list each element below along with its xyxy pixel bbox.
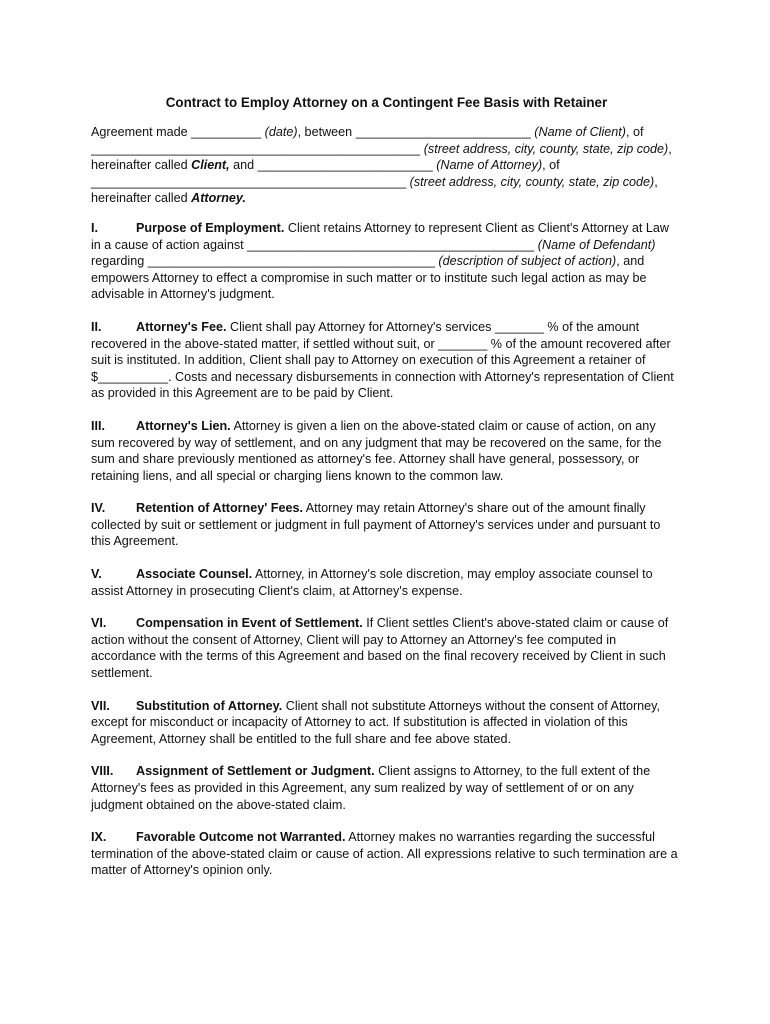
section-heading: Attorney's Lien.: [136, 418, 231, 433]
blank-field[interactable]: _______________________________________________: [91, 141, 421, 156]
blank-field[interactable]: _______: [438, 336, 488, 351]
section-number: V.: [91, 567, 102, 582]
text-run: Client,: [191, 158, 230, 173]
text-run: , hereinafter called: [91, 141, 672, 173]
section-heading: Compensation in Event of Settlement.: [136, 616, 363, 631]
section-number: IV.: [91, 501, 106, 516]
text-run: Client assigns to Attorney, to the full extent of the Attorney's fees as provided in this Agreement, any sum realized by way of settlement of or on any judgment obtained on the above-stated claim.: [91, 764, 651, 812]
text-run: Client shall not substitute Attorneys without the consent of Attorney, except for misconduct or incapacity of Attorney to act. If substitution is affected in violation of this Agreement, Attorney shall be entitled to the full share and fee above stated.: [91, 698, 661, 746]
section-paragraph: [91, 418, 682, 484]
section-paragraph: [91, 763, 682, 813]
text-run: Agreement made: [91, 125, 192, 139]
blank-field[interactable]: _______: [494, 319, 544, 334]
blank-field[interactable]: _____________________________________________: [91, 174, 407, 189]
section-paragraph: [91, 615, 682, 681]
document-title: Contract to Employ Attorney on a Contingent Fee Basis with Retainer: [165, 95, 608, 110]
section-number: VIII.: [91, 764, 114, 779]
text-run: , of: [542, 158, 560, 173]
section-number: VI.: [91, 616, 107, 631]
text-run: , and empowers Attorney to effect a compromise in such matter or to institute such legal action as may be advisable in Attorney's judgment.: [91, 254, 647, 302]
text-run: Client shall pay Attorney for Attorney's services: [226, 319, 495, 334]
section-number: II.: [91, 319, 102, 334]
section-paragraph: [91, 220, 682, 303]
section-heading: Favorable Outcome not Warranted.: [136, 830, 346, 845]
text-run: % of the amount recovered after suit is instituted. In addition, Client shall pay to Attorney on execution of this Agreement a retainer of $: [91, 336, 671, 384]
blank-field[interactable]: _________________________________________: [247, 237, 535, 252]
text-run: Attorney, in Attorney's sole discretion, may employ associate counsel to assist Attorney in prosecuting Client's claim, at Attorney's expense.: [91, 567, 653, 598]
section-heading: Assignment of Settlement or Judgment.: [136, 764, 375, 779]
section-number: IX.: [91, 830, 107, 845]
text-run: , between: [297, 125, 356, 139]
section-heading: Attorney's Fee.: [136, 319, 227, 334]
section-heading: Substitution of Attorney.: [136, 698, 283, 713]
text-run: (description of subject of action): [434, 254, 617, 269]
text-run: . Costs and necessary disbursements in connection with Attorney's representation of Client as provided in this Agreement are to be paid by Client.: [91, 369, 674, 401]
section-heading: Associate Counsel.: [136, 567, 253, 582]
text-run: , of: [625, 125, 644, 139]
blank-field[interactable]: __________: [191, 125, 262, 139]
text-run: (street address, city, county, state, zip code): [420, 141, 669, 156]
section-paragraph: [91, 500, 682, 550]
text-run: regarding: [91, 254, 148, 269]
text-run: Attorney.: [191, 191, 246, 206]
blank-field[interactable]: _________________________________________: [147, 254, 435, 269]
section-number: III.: [91, 418, 105, 433]
text-run: (Name of Client): [530, 125, 626, 139]
section-paragraph: [91, 698, 682, 748]
text-run: (Name of Defendant): [534, 237, 656, 252]
sections-container: [91, 220, 682, 879]
text-run: % of the amount recovered in the above-stated matter, if settled without suit, or: [91, 319, 640, 351]
section-paragraph: [91, 829, 682, 879]
section-heading: Retention of Attorney' Fees.: [136, 501, 303, 516]
intro-paragraph: [91, 124, 682, 207]
section-heading: Purpose of Employment.: [136, 220, 285, 235]
blank-field[interactable]: _________________________: [355, 125, 531, 139]
text-run: (street address, city, county, state, zip code): [406, 174, 655, 189]
section-number: I.: [91, 220, 98, 235]
text-run: , hereinafter called: [91, 174, 658, 206]
text-run: Attorney may retain Attorney's share out of the amount finally collected by suit or settlement or judgment in full payment of Attorney's services under and pursuant to this Agreement.: [91, 501, 661, 549]
text-run: and: [229, 158, 258, 173]
text-run: Client retains Attorney to represent Client as Client's Attorney at Law in a cause of action against: [91, 220, 669, 252]
text-run: (date): [261, 125, 298, 139]
blank-field[interactable]: __________: [98, 369, 169, 384]
text-run: Attorney is given a lien on the above-stated claim or cause of action, on any sum recovered by way of settlement, and on any judgment that may be recovered on the same, for the sum and share previously mentioned as attorney's fee. Attorney shall have general, possessory, or retaining liens, and all special or charging liens known to the common law.: [91, 418, 662, 483]
section-paragraph: [91, 319, 682, 402]
text-run: (Name of Attorney): [432, 158, 543, 173]
section-number: VII.: [91, 698, 110, 713]
text-run: If Client settles Client's above-stated claim or cause of action without the consent of Attorney, Client will pay to Attorney an Attorney's fee computed in accordance with the terms of this Agreement and based on the final recovery received by Client in such settlement.: [91, 616, 669, 681]
section-paragraph: [91, 566, 682, 599]
text-run: Attorney makes no warranties regarding the successful termination of the above-stated claim or cause of action. All expressions relative to such termination are a matter of Attorney's opinion only.: [91, 830, 678, 878]
blank-field[interactable]: _________________________: [257, 158, 433, 173]
